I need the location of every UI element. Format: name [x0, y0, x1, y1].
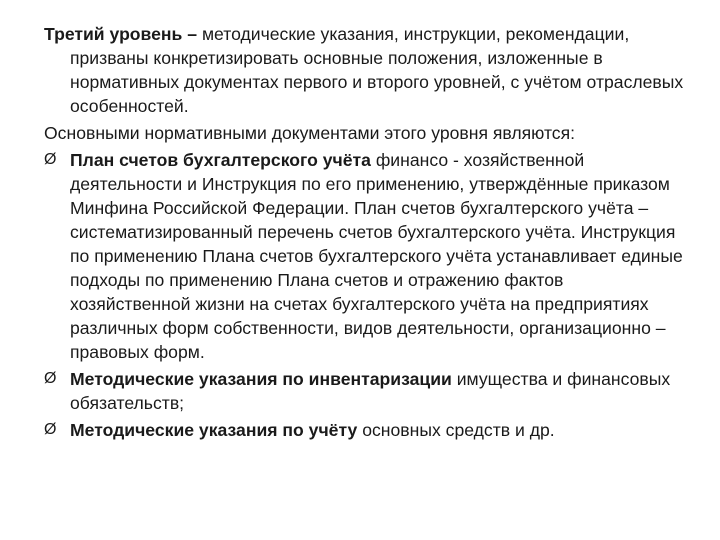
arrow-bullet-icon: Ø: [44, 370, 57, 387]
item-title: Методические указания по инвентаризации: [70, 369, 452, 389]
list-item: [44, 148, 684, 364]
arrow-bullet-icon: Ø: [44, 151, 57, 168]
item-title: План счетов бухгалтерского учёта: [70, 150, 371, 170]
item-text: финансо - хозяйственной деятельности и Инструкция по его применению, утверждённые приказом Минфина Российской Федерации. План счетов бухгалтерского учёта – систематизированный перечень счетов бухгалтерского учёта. Инструкция по применению Плана счетов бухгалтерского учёта устанавливает единые подходы по применению Плана счетов и отражению фактов хозяйственной жизни на счетах бухгалтерского учёта на предприятиях различных форм собственности, видов деятельности, организационно – правовых форм.: [70, 150, 683, 362]
intro-heading: Третий уровень –: [44, 24, 202, 44]
list-item: [44, 418, 684, 442]
lead-paragraph: Основными нормативными документами этого уровня являются:: [44, 123, 576, 143]
item-text: имущества и финансовых обязательств;: [70, 369, 671, 413]
item-text: основных средств и др.: [357, 420, 555, 440]
list-item: [44, 367, 684, 415]
intro-paragraph: [44, 22, 684, 118]
item-title: Методические указания по учёту: [70, 420, 358, 440]
arrow-bullet-icon: Ø: [44, 421, 57, 438]
intro-text: методические указания, инструкции, рекомендации, призваны конкретизировать основные положения, изложенные в нормативных документах первого и второго уровней, с учётом отраслевых особенностей.: [70, 24, 684, 116]
